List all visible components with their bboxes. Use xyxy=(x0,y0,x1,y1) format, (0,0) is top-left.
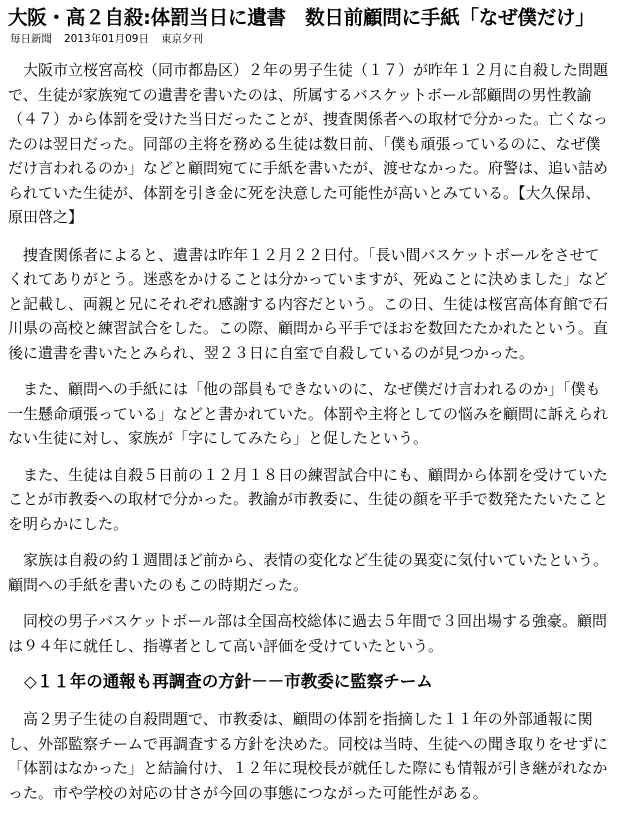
article-byline xyxy=(10,32,630,46)
text-line: ことが市教委への取材で分かった。教諭が市教委に、生徒の顔を平手で数発たたいたこと xyxy=(8,490,609,508)
article-date: 2013年01月09日 xyxy=(64,33,149,45)
text-line: 同校の男子バスケットボール部は全国高校総体に過去５年間で３回出場する強豪。顧問 xyxy=(8,612,607,630)
text-line: くれてありがとう。迷惑をかけることは分かっていますが、死ぬことに決めました」など xyxy=(8,270,609,288)
article-headline: 大阪・高２自殺:体罰当日に遺書 数日前顧問に手紙「なぜ僕だけ」 xyxy=(8,6,595,29)
text-line: った。市や学校の対応の甘さが今回の事態につながった可能性がある。 xyxy=(8,783,488,802)
article-source: 毎日新聞 xyxy=(10,33,52,45)
text-line: は９４年に就任し、指導者として高い評価を受けていたという。 xyxy=(8,636,444,655)
text-line: と記載し、両親と兄にそれぞれ感謝する内容だという。この日、生徒は桜宮高体育館で石 xyxy=(8,294,609,313)
text-line: ない生徒に対し、家族が「字にしてみたら」と促したという。 xyxy=(8,429,429,447)
text-line: 川県の高校と練習試合をした。この際、顧問から平手でほおを数回たたかれたという。直 xyxy=(8,319,609,337)
article-paragraph-2 xyxy=(8,243,630,366)
text-line: 捜査関係者によると、遺書は昨年１２月２２日付。「長い間バスケットボールをさせて xyxy=(8,245,600,264)
text-line: だけ言われるのか」などと顧問宛てに手紙を書いたが、渡せなかった。府警は、追い詰め xyxy=(8,159,609,177)
text-line: し、外部監察チームで再調査する方針を決めた。同校は当時、生徒への聞き取りをせずに xyxy=(8,734,609,753)
article-paragraph-3 xyxy=(8,377,630,451)
text-line: 後に遺書を書いたとみられ、翌２３日に自室で自殺しているのが見つかった。 xyxy=(8,343,534,362)
text-line: 「体罰はなかった」と結論付け、１２年に現校長が就任した際にも情報が引き継がれなか xyxy=(8,759,608,777)
article-subheading: ◇１１年の通報も再調査の方針－－市教委に監察チーム xyxy=(24,672,433,691)
text-line: また、顧問への手紙には「他の部員もできないのに、なぜ僕だけ言われるのか」「僕も xyxy=(8,380,601,398)
article-paragraph-6 xyxy=(8,609,630,658)
article-paragraph-7 xyxy=(8,707,630,805)
text-line: られていた生徒が、体罰を引き金に死を決意した可能性が高いとみている。【大久保昂、 xyxy=(8,183,601,202)
text-line: で、生徒が家族宛ての遺書を書いたのは、所属するバスケットボール部顧問の男性教諭 xyxy=(8,85,592,104)
article-paragraph-4 xyxy=(8,463,630,537)
text-line: を明らかにした。 xyxy=(8,514,129,533)
article-edition: 東京夕刊 xyxy=(160,33,203,45)
text-line: 一生懸命頑張っている」などと書かれていた。体罰や主将としての悩みを顧問に訴えられ xyxy=(8,404,609,423)
text-line: 大阪市立桜宮高校（同市都島区）２年の男子生徒（１７）が昨年１２月に自殺した問題 xyxy=(8,61,609,79)
text-line: 高２男子生徒の自殺問題で、市教委は、顧問の体罰を指摘した１１年の外部通報に関 xyxy=(8,710,593,728)
text-line: 原田啓之】 xyxy=(8,208,84,226)
article-paragraph-1 xyxy=(8,58,630,230)
text-line: また、生徒は自殺５日前の１２月１８日の練習試合中にも、顧問から体罰を受けていた xyxy=(8,465,609,484)
article-paragraph-5 xyxy=(8,548,630,597)
text-line: 家族は自殺の約１週間ほど前から、表情の変化など生徒の異変に気付いていたという。 xyxy=(8,551,609,569)
text-line: 顧問への手紙を書いたのもこの時期だった。 xyxy=(8,575,309,594)
text-line: たのは翌日だった。同部の主将を務める生徒は数日前、「僕も頑張っているのに、なぜ僕 xyxy=(8,134,601,153)
text-line: （４７）から体罰を受けた当日だったことが、捜査関係者への取材で分かった。亡くなっ xyxy=(8,110,609,128)
